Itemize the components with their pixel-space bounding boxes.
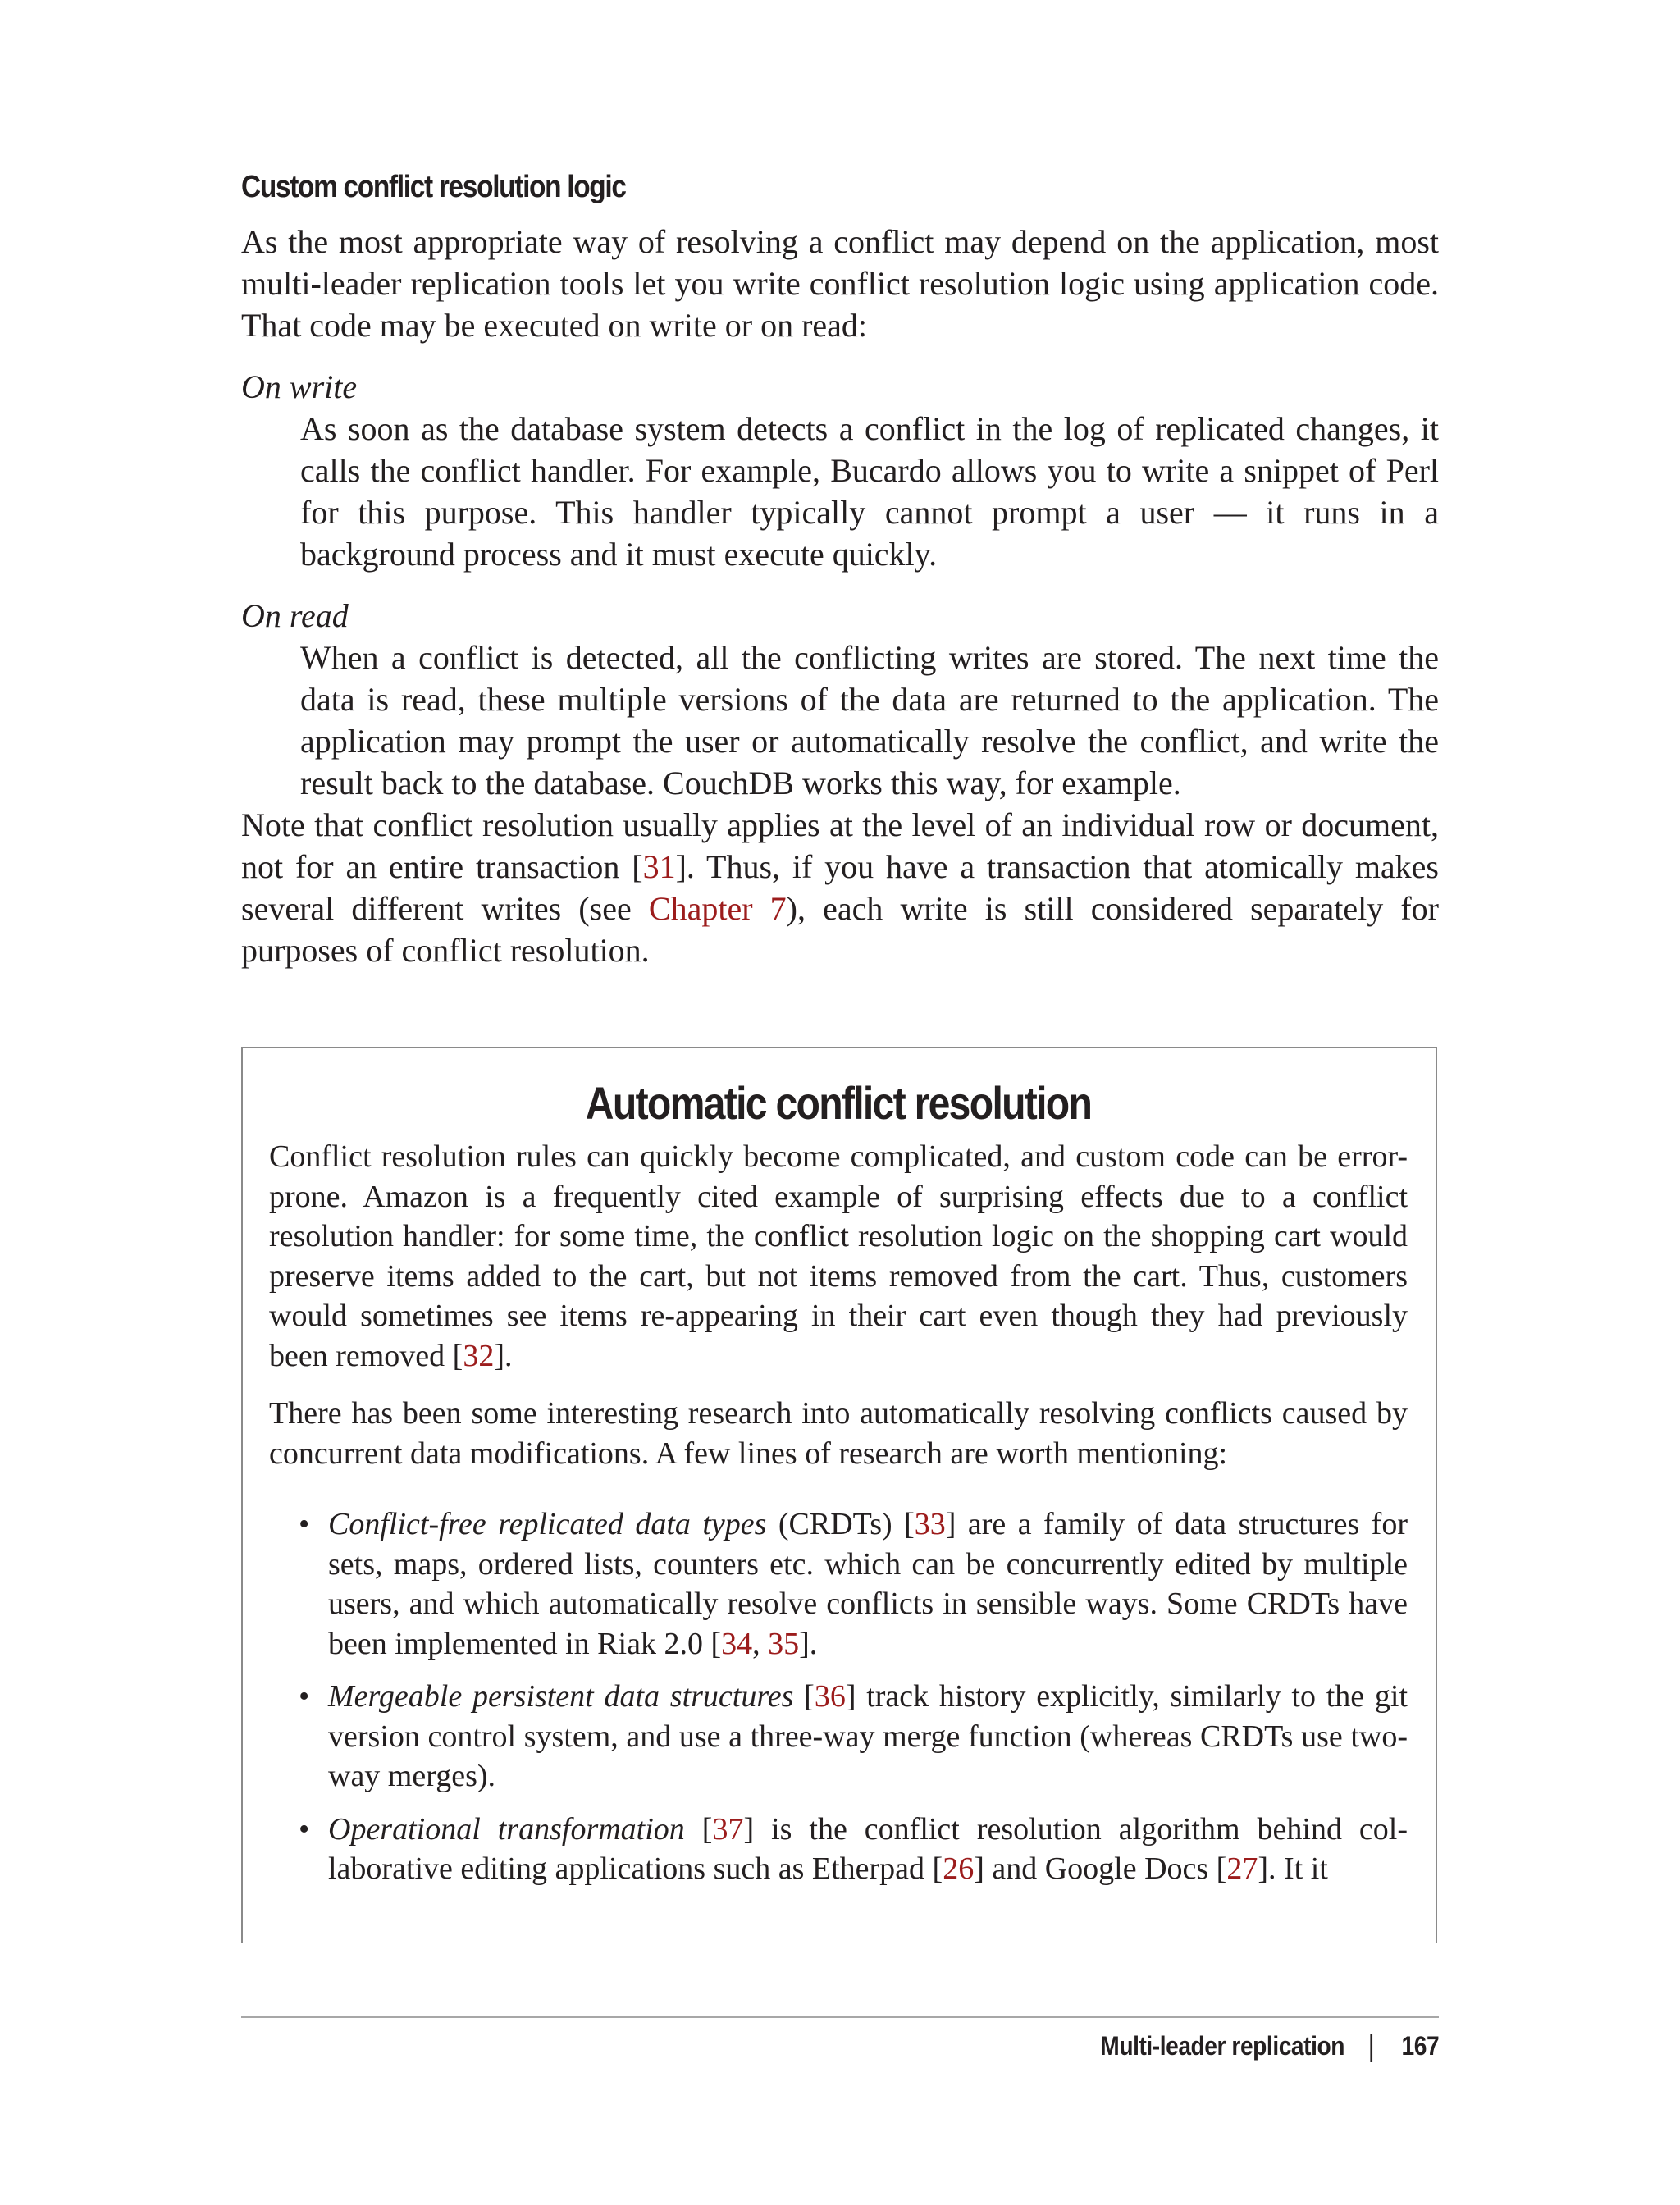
citation-link[interactable]: 37 xyxy=(712,1811,744,1847)
page-number: 167 xyxy=(1401,2031,1439,2061)
sidebar-box xyxy=(241,1047,1437,1942)
research-list xyxy=(269,1504,1408,1889)
list-item-text: ] are a family of data structures for sets, maps, ordered lists, counters etc. which can be concurrently edited by multiple users, and which automatically resolve conflicts in sensible ways. Some CRDTs have been implemented in Riak 2.0 [ xyxy=(328,1507,1408,1661)
citation-link[interactable]: 26 xyxy=(943,1851,975,1886)
citation-link[interactable]: 31 xyxy=(642,848,676,885)
running-footer-title: Multi-leader replication xyxy=(1100,2031,1344,2061)
list-item xyxy=(269,1810,1408,1889)
chapter-link[interactable]: Chapter 7 xyxy=(648,890,787,927)
list-item-text: ]. xyxy=(799,1626,818,1661)
list-item-text: ]. It it xyxy=(1258,1851,1328,1886)
citation-link[interactable]: 32 xyxy=(463,1338,495,1373)
list-item-term: Conflict-free replicated data types xyxy=(328,1507,767,1541)
list-item-text: [ xyxy=(793,1679,815,1714)
definition-on-read: When a conflict is detected, all the conflicting writes are stored. The next time the data is read, these multiple versions of the data are returned to the application. The application may prompt the user or automatically resolve the conflict, and write the result back to the database. CouchDB works this way, for example. xyxy=(300,639,1439,801)
list-item-text: [ xyxy=(684,1811,713,1847)
bullet-icon: • xyxy=(299,1679,310,1714)
definition-on-write: As soon as the database system detects a conflict in the log of replicated changes, it calls the conflict handler. For example, Bucardo allows you to write a snippet of Perl for this purpose. This handler typically cannot prompt a user — it runs in a background process and it must execute quickly. xyxy=(300,410,1439,573)
sidebar-paragraph: There has been some interesting research into automatically resolving conflicts caused by concurrent data modifications. A few lines of research are worth mentioning: xyxy=(269,1396,1408,1471)
sidebar-text: Conflict resolution rules can quickly become complicated, and custom code can be error-prone. Amazon is a frequently cited example of surprising effects due to a conflict resolution handler: for some time, the conflict resolution logic on the shopping cart would preserve items added to the cart, but not items removed from the cart. Thus, customers would sometimes see items re-appearing in their cart even though they had previously been removed [ xyxy=(269,1139,1408,1373)
note-paragraph xyxy=(241,804,1439,971)
citation-link[interactable]: 36 xyxy=(814,1679,846,1714)
list-item-text: ] track history explicitly, similarly to the git version control system, and use a three-way merge function (whereas CRDTs use two-way merges). xyxy=(328,1679,1408,1793)
term-on-write: On write xyxy=(241,368,358,405)
list-item xyxy=(269,1504,1408,1664)
citation-link[interactable]: 34 xyxy=(721,1626,753,1661)
section-heading: Custom conflict resolution logic xyxy=(241,170,626,204)
list-item-term: Operational transformation xyxy=(328,1811,685,1847)
bullet-icon: • xyxy=(299,1811,310,1847)
list-item-text: ] is the conflict resolution algorithm behind collaborative editing applications such as Etherpad [ xyxy=(328,1811,1408,1886)
sidebar-paragraph xyxy=(269,1137,1408,1376)
note-text-1: Note that conflict resolution usually applies at the level of an individual row or document, not for an entire transaction [ xyxy=(241,806,1439,885)
intro-paragraph: As the most appropriate way of resolving a conflict may depend on the application, most multi-leader replication tools let you write conflict resolution logic using application code. That code may be executed on write or on read: xyxy=(241,223,1439,344)
list-item-text: (CRDTs) [ xyxy=(766,1507,915,1541)
citation-link[interactable]: 27 xyxy=(1226,1851,1258,1886)
list-item xyxy=(269,1677,1408,1796)
note-text-3: ), each write is still considered separately for purposes of conflict resolution. xyxy=(241,890,1440,969)
citation-link[interactable]: 35 xyxy=(768,1626,800,1661)
list-item-term: Mergeable persistent data structures xyxy=(328,1679,794,1714)
list-item-text: , xyxy=(752,1626,769,1661)
list-item-text: ] and Google Docs [ xyxy=(974,1851,1227,1886)
page-footer xyxy=(1100,2029,1439,2062)
citation-link[interactable]: 33 xyxy=(914,1507,946,1541)
bullet-icon: • xyxy=(299,1507,310,1541)
main-text xyxy=(241,168,1439,971)
note-text-2: ]. Thus, if you have a transaction that atomically makes several different writes (see xyxy=(241,848,1440,927)
footer-divider xyxy=(241,2016,1439,2018)
sidebar-title: Automatic conflict resolution xyxy=(585,1077,1092,1129)
footer-separator xyxy=(1370,2034,1372,2062)
term-on-read: On read xyxy=(241,597,349,634)
sidebar-text-end: ]. xyxy=(494,1338,513,1373)
